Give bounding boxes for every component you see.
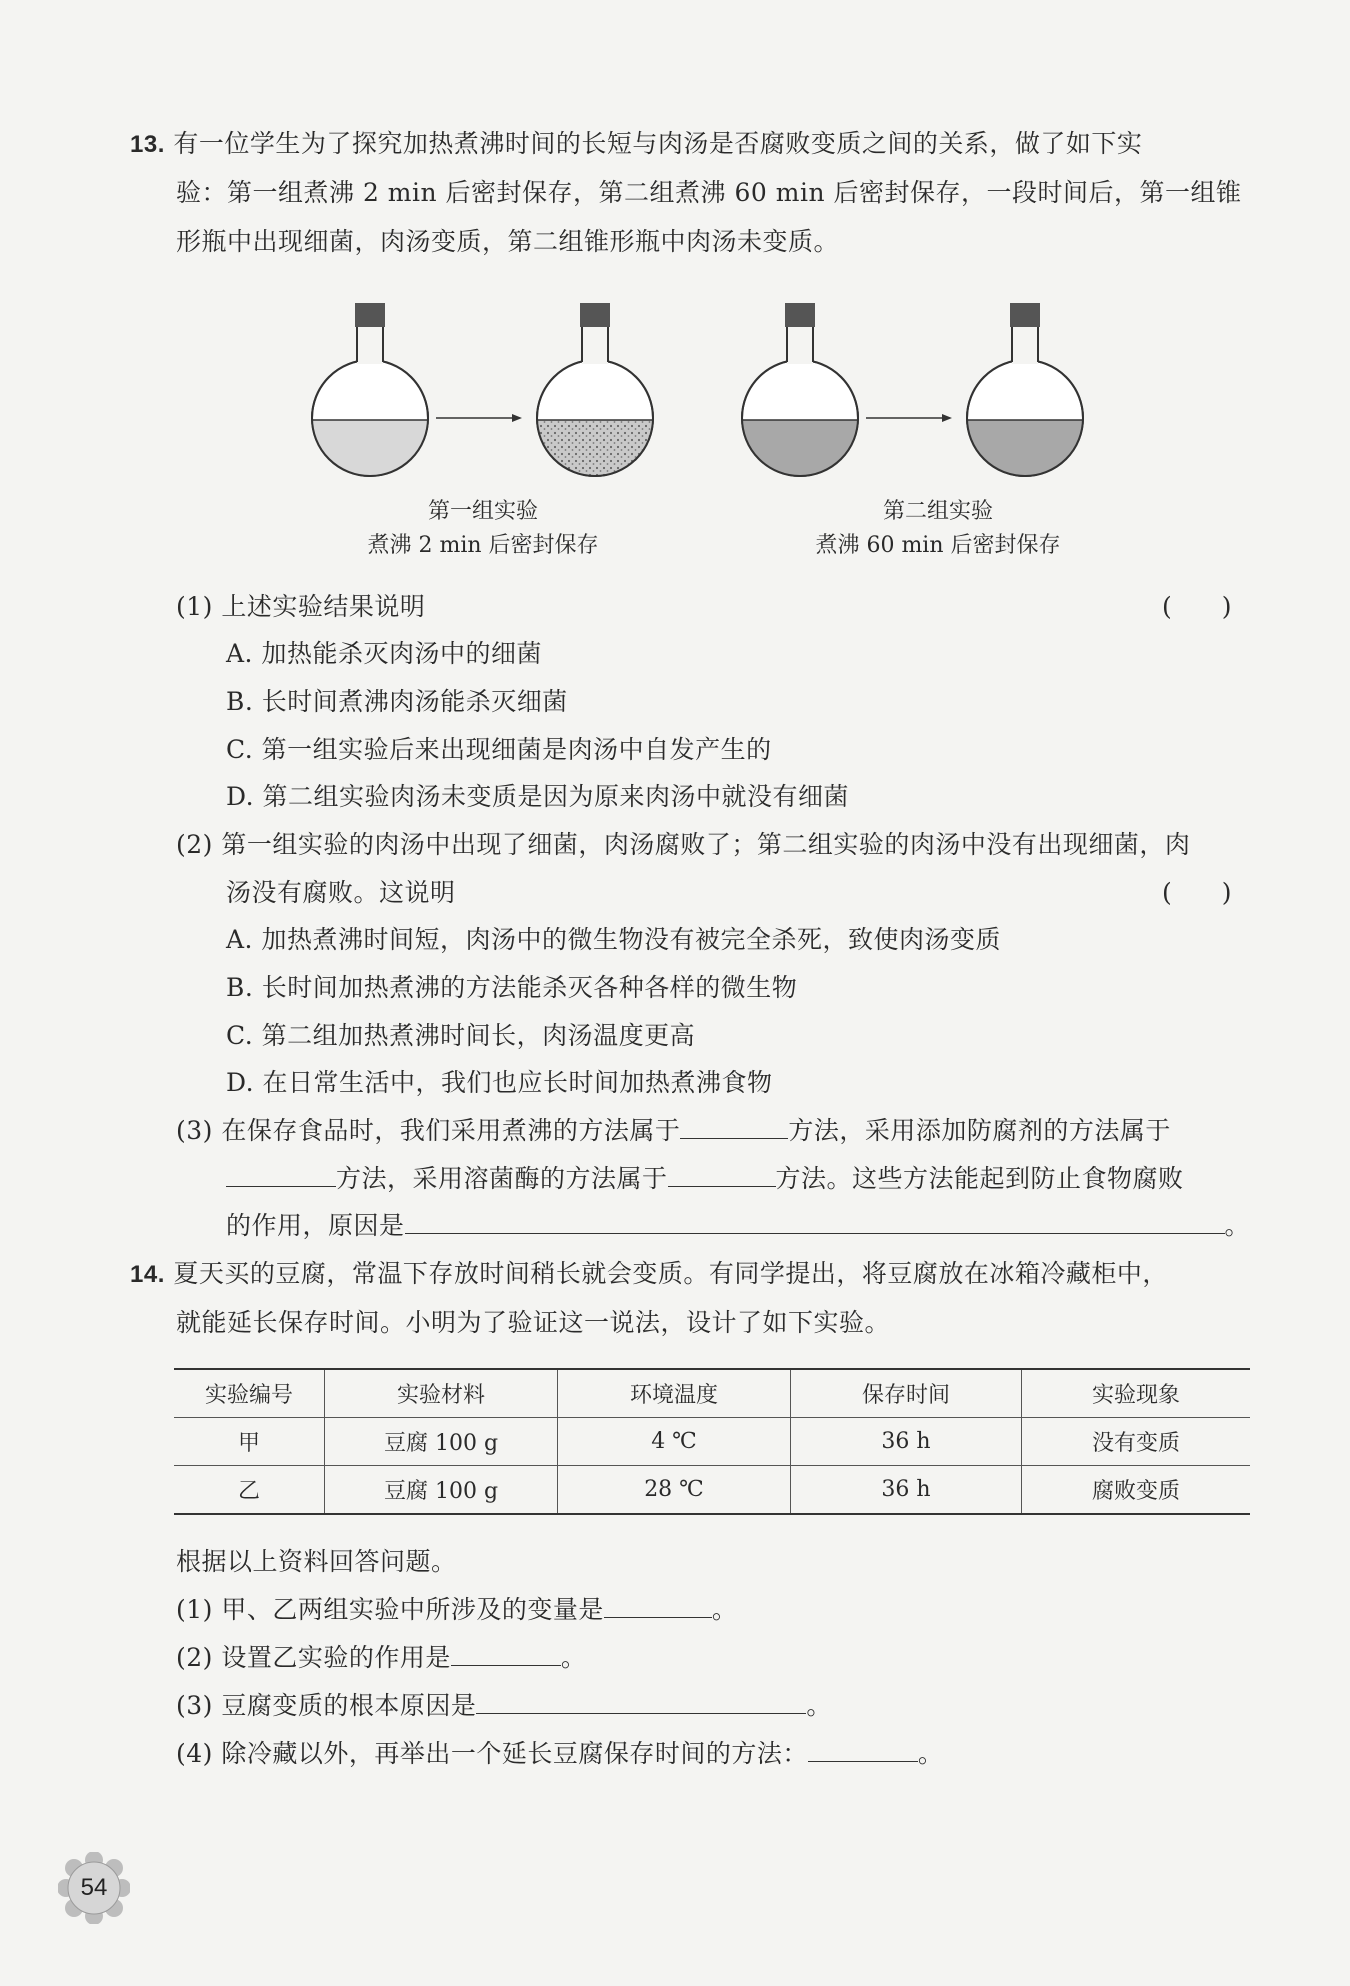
q13-sub3-text-e: 的作用，原因是 — [226, 1211, 405, 1240]
table-header-cell: 保存时间 — [791, 1369, 1022, 1418]
table-cell: 甲 — [174, 1418, 325, 1466]
q13-sub3-text-b: 方法，采用添加防腐剂的方法属于 — [788, 1116, 1171, 1145]
q13-sub2-option-a: A. 加热煮沸时间短，肉汤中的微生物没有被完全杀死，致使肉汤变质 — [226, 925, 1001, 954]
q13-sub3-blank-2[interactable] — [226, 1164, 336, 1187]
table-cell: 豆腐 100 g — [325, 1418, 558, 1466]
figure-group1-title: 第一组实验 — [427, 499, 538, 524]
q13-sub3-blank-1[interactable] — [680, 1116, 788, 1139]
q13-sub2-option-d: D. 在日常生活中，我们也应长时间加热煮沸食物 — [226, 1068, 773, 1097]
page-number-badge — [58, 1852, 130, 1924]
flask-3-icon — [742, 303, 858, 480]
table-cell: 腐败变质 — [1022, 1466, 1251, 1515]
q13-sub3-text-c: 方法，采用溶菌酶的方法属于 — [336, 1164, 668, 1193]
q14-stem-2: 就能延长保存时间。小明为了验证这一说法，设计了如下实验。 — [176, 1308, 891, 1337]
q14-sub3-blank[interactable] — [476, 1691, 806, 1714]
table-header-row — [174, 1369, 1250, 1418]
arrow-1-icon — [436, 414, 522, 422]
q13-sub2-option-b: B. 长时间加热煮沸的方法能杀灭各种各样的微生物 — [226, 973, 798, 1002]
q13-sub1-option-a: A. 加热能杀灭肉汤中的细菌 — [226, 639, 542, 668]
q14-stem-1: 夏天买的豆腐，常温下存放时间稍长就会变质。有同学提出，将豆腐放在冰箱冷藏柜中， — [173, 1259, 1168, 1288]
q13-sub3-text-f: 。 — [1224, 1211, 1251, 1240]
table-cell: 28 ℃ — [558, 1466, 791, 1515]
table-header-cell: 环境温度 — [558, 1369, 791, 1418]
q14-sub1-text: (1) 甲、乙两组实验中所涉及的变量是 — [176, 1595, 604, 1624]
table-cell: 4 ℃ — [558, 1418, 791, 1466]
q14-sub2-blank[interactable] — [451, 1643, 561, 1666]
q13-sub1-answer-bracket[interactable]: ( ) — [1162, 592, 1232, 621]
table-cell: 豆腐 100 g — [325, 1466, 558, 1515]
q14-sub3 — [176, 1690, 832, 1722]
q13-sub3-text-d: 方法。这些方法能起到防止食物腐败 — [775, 1164, 1184, 1193]
q14-sub3-text: (3) 豆腐变质的根本原因是 — [176, 1691, 477, 1720]
q14-sub2-text: (2) 设置乙实验的作用是 — [176, 1643, 451, 1672]
q13-sub2-option-c: C. 第二组加热煮沸时间长，肉汤温度更高 — [226, 1021, 696, 1050]
q14-sub3-end: 。 — [806, 1691, 832, 1720]
q14-sub1 — [176, 1594, 737, 1626]
q14-sub4-blank[interactable] — [808, 1739, 918, 1762]
q13-sub3-line-3 — [226, 1210, 1250, 1242]
q14-sub2-end: 。 — [560, 1643, 587, 1672]
figure-group1-caption: 煮沸 2 min 后密封保存 — [367, 533, 599, 558]
figure-group2-title: 第二组实验 — [882, 499, 993, 524]
q13-sub2-answer-bracket[interactable]: ( ) — [1162, 878, 1232, 907]
q14-sub2 — [176, 1642, 586, 1674]
flask-experiment-figure — [300, 298, 1200, 498]
table-row — [174, 1418, 1250, 1466]
flask-2-icon — [537, 303, 653, 480]
experiment-table — [174, 1368, 1250, 1515]
q13-sub1-option-c: C. 第一组实验后来出现细菌是肉汤中自发产生的 — [226, 735, 772, 764]
q13-sub1-stem: (1) 上述实验结果说明 — [176, 592, 426, 621]
table-cell: 没有变质 — [1022, 1418, 1251, 1466]
q13-stem-2: 验：第一组煮沸 2 min 后密封保存，第二组煮沸 60 min 后密封保存，一段时间后，第一组锥 — [176, 178, 1242, 207]
q14-sub1-end: 。 — [711, 1595, 738, 1624]
arrow-2-icon — [866, 414, 952, 422]
table-header-cell: 实验材料 — [325, 1369, 558, 1418]
q14-sub4 — [176, 1738, 943, 1770]
page-number: 54 — [80, 1874, 108, 1901]
q13-sub3-line-1 — [176, 1115, 1171, 1147]
q13-line-1 — [130, 128, 1142, 161]
q13-sub3-blank-3[interactable] — [668, 1164, 776, 1187]
q13-sub2-stem-1: (2) 第一组实验的肉汤中出现了细菌，肉汤腐败了；第二组实验的肉汤中没有出现细菌，肉 — [176, 830, 1191, 859]
q14-intro: 根据以上资料回答问题。 — [176, 1547, 457, 1576]
q13-sub3-blank-4[interactable] — [405, 1211, 1225, 1234]
q13-sub2-stem-2: 汤没有腐败。这说明 — [226, 878, 456, 907]
q14-sub1-blank[interactable] — [604, 1595, 712, 1618]
q13-sub1-option-d: D. 第二组实验肉汤未变质是因为原来肉汤中就没有细菌 — [226, 782, 850, 811]
figure-group2-caption: 煮沸 60 min 后密封保存 — [815, 533, 1061, 558]
q14-number: 14. — [130, 1261, 165, 1288]
table-row — [174, 1466, 1250, 1515]
flask-4-icon — [967, 303, 1083, 480]
q13-number: 13. — [130, 131, 165, 158]
q13-stem-3: 形瓶中出现细菌，肉汤变质，第二组锥形瓶中肉汤未变质。 — [176, 227, 840, 256]
q13-sub3-line-2 — [226, 1163, 1184, 1195]
q13-sub1-option-b: B. 长时间煮沸肉汤能杀灭细菌 — [226, 687, 568, 716]
q14-sub4-text: (4) 除冷藏以外，再举出一个延长豆腐保存时间的方法： — [176, 1739, 808, 1768]
table-cell: 乙 — [174, 1466, 325, 1515]
table-header-cell: 实验编号 — [174, 1369, 325, 1418]
q13-stem-1: 有一位学生为了探究加热煮沸时间的长短与肉汤是否腐败变质之间的关系，做了如下实 — [173, 129, 1143, 158]
q14-sub4-end: 。 — [917, 1739, 944, 1768]
q13-sub3-text-a: (3) 在保存食品时，我们采用煮沸的方法属于 — [176, 1116, 681, 1145]
table-cell: 36 h — [791, 1466, 1022, 1515]
table-cell: 36 h — [791, 1418, 1022, 1466]
q14-line-1 — [130, 1258, 1168, 1291]
table-header-cell: 实验现象 — [1022, 1369, 1251, 1418]
flask-1-icon — [312, 303, 428, 480]
